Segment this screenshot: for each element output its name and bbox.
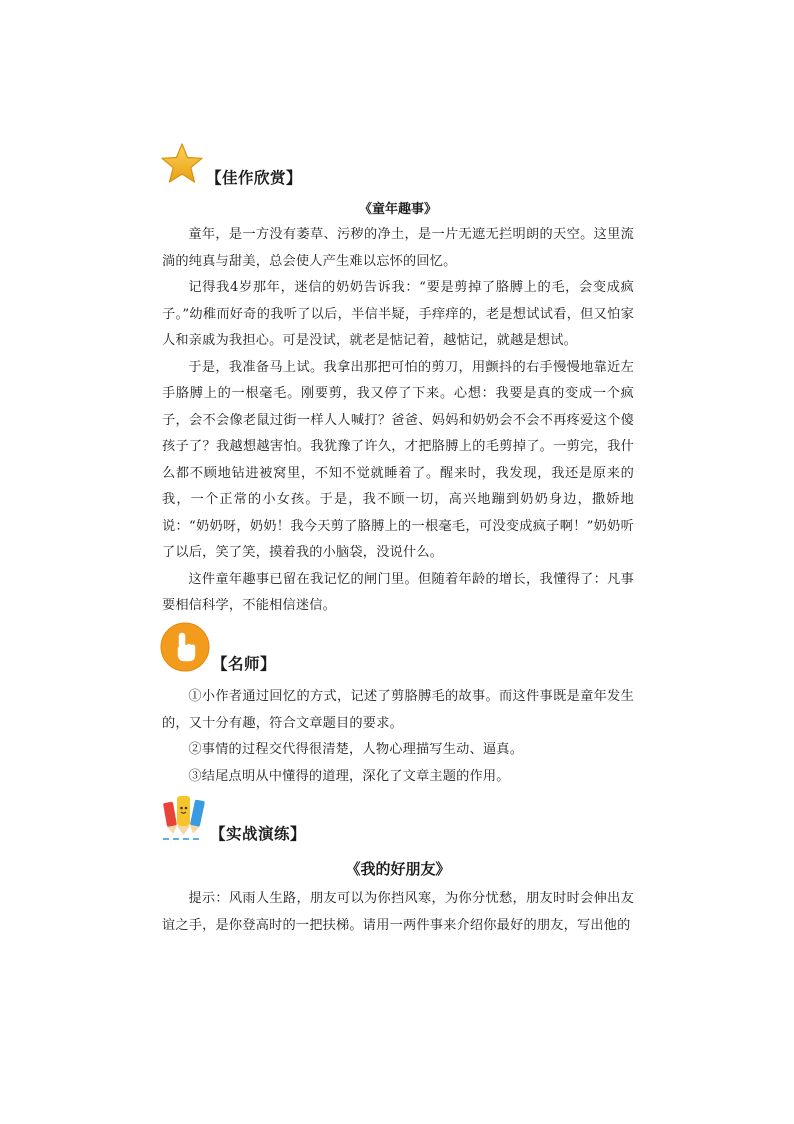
appreciation-article	[162, 222, 634, 620]
article-paragraph: 童年，是一方没有萎草、污秽的净土，是一片无遮无拦明朗的天空。这里流淌的纯真与甜美，总会使人产生难以忘怀的回忆。	[162, 227, 634, 269]
practice-prompt	[162, 886, 634, 939]
article-paragraph: 于是，我准备马上试。我拿出那把可怕的剪刀，用颤抖的右手慢慢地靠近左手胳膊上的一根毫毛。刚要剪，我又停了下来。心想：我要是真的变成一个疯子，会不会像老鼠过街一样人人喊打？爸爸、妈妈和奶奶会不会不再疼爱这个傻孩子了？我越想越害怕。我犹豫了许久，才把胳膊上的毛剪掉了。一剪完，我什么都不顾地钻进被窝里，不知不觉就睡着了。醒来时，我发现，我还是原来的我，一个正常的小女孩。于是，我不顾一切，高兴地蹦到奶奶身边，撒娇地说：“奶奶呀，奶奶！我今天剪了胳膊上的一根毫毛，可没变成疯子啊！”奶奶听了以后，笑了笑，摸着我的小脑袋，没说什么。	[162, 359, 634, 560]
teacher-comments	[162, 684, 634, 790]
appreciation-heading: 【佳作欣赏】	[206, 169, 303, 187]
teacher-heading-row	[160, 626, 276, 676]
comment-point: ①小作者通过回忆的方式，记述了剪胳膊毛的故事。而这件事既是童年发生的，又十分有趣，符合文章题目的要求。	[162, 689, 634, 731]
pencils-icon	[160, 790, 208, 846]
comment-point: ②事情的过程交代得很清楚，人物心理描写生动、逼真。	[188, 742, 524, 757]
teacher-heading: 【名师】	[212, 655, 277, 673]
star-icon	[160, 142, 204, 190]
practice-heading: 【实战演练】	[210, 825, 307, 843]
article-title-friend: 《我的好朋友》	[345, 860, 451, 878]
appreciation-heading-row	[160, 140, 302, 190]
prompt-paragraph: 提示：风雨人生路，朋友可以为你挡风寒，为你分忧愁，朋友时时会伸出友谊之手，是你登高时的一把扶梯。请用一两件事来介绍你最好的朋友，写出他的	[162, 891, 634, 933]
article-paragraph: 记得我4岁那年，迷信的奶奶告诉我：“要是剪掉了胳膊上的毛，会变成疯子。”幼稚而好奇的我听了以后，半信半疑，手痒痒的，老是想试试看，但又怕家人和亲戚为我担心。可是没试，就老是惦记着，越惦记，就越是想试。	[162, 280, 634, 348]
practice-heading-row	[160, 796, 306, 846]
article-paragraph: 这件童年趣事已留在我记忆的闸门里。但随着年龄的增长，我懂得了：凡事要相信科学，不能相信迷信。	[162, 571, 634, 613]
hand-pointer-icon	[160, 622, 210, 676]
comment-point: ③结尾点明从中懂得的道理，深化了文章主题的作用。	[188, 768, 510, 784]
article-title-childhood: 《童年趣事》	[358, 202, 437, 217]
